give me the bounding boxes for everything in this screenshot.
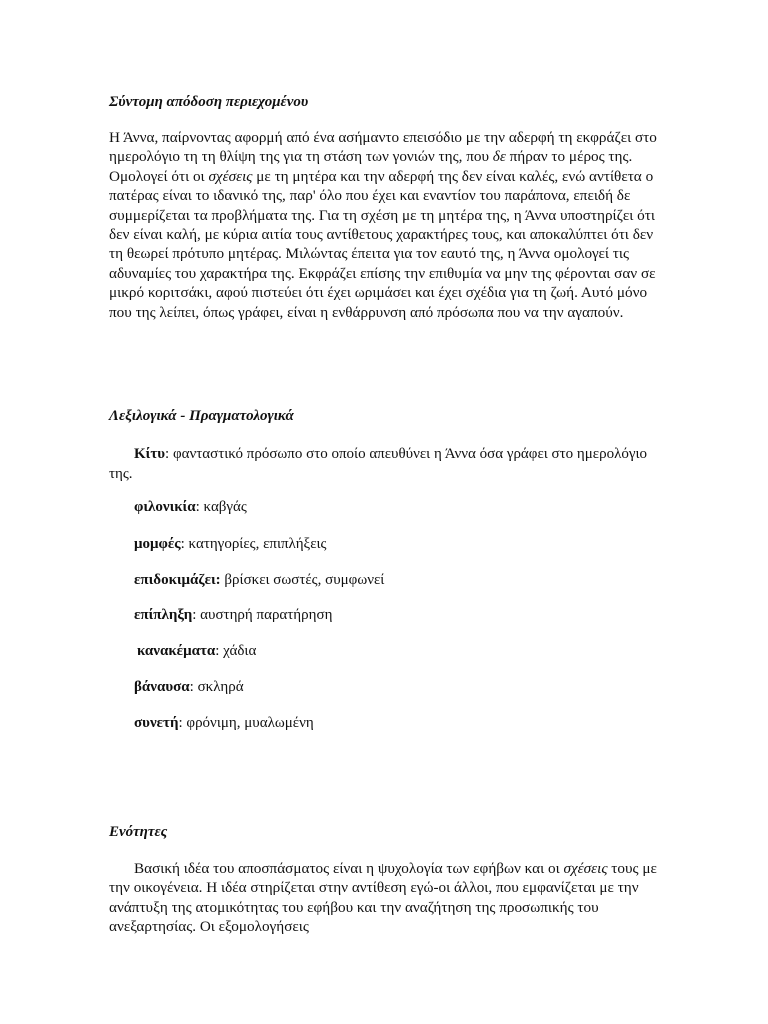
- summary-text-b: πήραν το μέρος της. Ομολογεί ότι οι: [109, 148, 633, 185]
- term-entry: [134, 715, 314, 732]
- summary-text-a: Η Άννα, παίρνοντας αφορμή από ένα ασήμαντο επεισόδιο με την αδερφή τη εκφράζει στο ημερολόγιο τη τη θλίψη της για τη στάση των γονιών της, που: [109, 129, 657, 166]
- section-summary-title: Σύντομη απόδοση περιεχομένου: [109, 94, 309, 110]
- term-word: Κίτυ: [134, 446, 166, 462]
- term-definition: : σκληρά: [189, 679, 244, 695]
- units-paragraph: [109, 859, 669, 937]
- term-definition: : φανταστικό πρόσωπο στο οποίο απευθύνει η Άννα όσα γράφει στο ημερολόγιο της.: [109, 446, 648, 482]
- section-vocabulary-title: Λεξιλογικά - Πραγματολογικά: [109, 408, 294, 424]
- term-definition: : φρόνιμη, μυαλωμένη: [178, 715, 314, 731]
- term-definition: : κατηγορίες, επιπλήξεις: [180, 536, 327, 552]
- term-entry: [134, 536, 327, 553]
- term-entry: [134, 607, 332, 624]
- term-entry: [137, 643, 256, 660]
- summary-text-de: δε: [492, 148, 506, 166]
- term-word: συνετή: [134, 715, 179, 731]
- term-word: φιλονικία: [134, 499, 196, 515]
- section-units-title: Ενότητες: [109, 824, 168, 840]
- term-definition: : αυστηρή παρατήρηση: [192, 607, 333, 623]
- term-definition: : καβγάς: [195, 499, 247, 515]
- term-entry: [134, 572, 384, 589]
- term-definition: : χάδια: [215, 643, 257, 659]
- term-word: μομφές: [134, 536, 181, 552]
- term-entry: [109, 445, 669, 484]
- term-entry: [134, 679, 244, 696]
- units-text-sxeseis: σχέσεις: [563, 860, 608, 877]
- summary-paragraph: [109, 128, 669, 322]
- term-definition: βρίσκει σωστές, συμφωνεί: [220, 572, 385, 588]
- term-word: επιδοκιμάζει:: [134, 572, 221, 588]
- units-text-b: τους με την οικογένεια. Η ιδέα στηρίζεται στην αντίθεση εγώ-οι άλλοι, που εμφανίζεται με την ανάπτυξη της ατομικότητας του εφήβου και την αναζήτηση της προσωπικής του ανεξαρτησίας. Οι εξομολογήσεις: [109, 860, 657, 936]
- units-text-a: Βασική ιδέα του αποσπάσματος είναι η ψυχολογία των εφήβων και οι: [134, 860, 564, 877]
- summary-text-c: με τη μητέρα και την αδερφή της δεν είναι καλές, ενώ αντίθετα ο πατέρας είναι το ιδανικό της, παρ' όλο που έχει και εναντίον του παράπονα, επειδή δε συμμερίζεται τα προβλήματα της. Για τη σχέση με τη μητέρα της, η Άννα υποστηρίζει ότι δεν είναι καλή, με κύρια αιτία τους αντίθετους χαρακτήρες τους, και αποκαλύπτει ότι δεν τη θεωρεί πρότυπο μητέρας. Μιλώντας έπειτα για τον εαυτό της, η Άννα ομολογεί τις αδυναμίες του χαρακτήρα της. Εκφράζει επίσης την επιθυμία να μην της φέρονται σαν σε μικρό κοριτσάκι, αφού πιστεύει ότι έχει ωριμάσει και έχει σχέδια για τη ζωή. Αυτό μόνο που της λείπει, όπως γράφει, είναι η ενθάρρυνση από πρόσωπα που να την αγαπούν.: [109, 167, 656, 321]
- term-word: κανακέματα: [137, 643, 216, 659]
- term-entry: [134, 499, 247, 516]
- term-word: βάναυσα: [134, 679, 190, 695]
- term-word: επίπληξη: [134, 607, 193, 623]
- summary-text-sxeseis: σχέσεις: [208, 167, 253, 185]
